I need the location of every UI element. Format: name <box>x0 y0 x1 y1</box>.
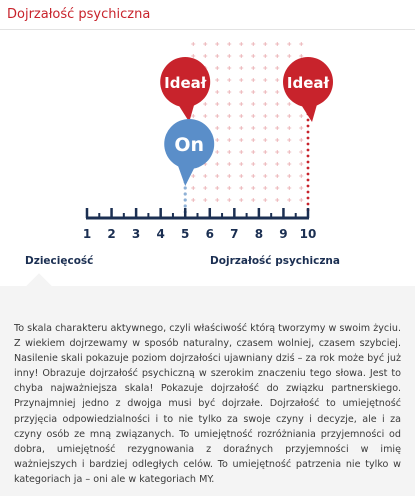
scale-tick-label: 4 <box>156 227 165 241</box>
range-plus-mark <box>287 42 291 46</box>
range-plus-mark <box>227 150 231 154</box>
range-plus-mark <box>191 186 195 190</box>
range-plus-mark <box>251 162 255 166</box>
ideal-connector-dot <box>307 131 310 134</box>
range-plus-mark <box>251 66 255 70</box>
range-plus-mark <box>287 174 291 178</box>
scale-axis <box>86 208 309 218</box>
range-plus-mark <box>215 54 219 58</box>
range-plus-mark <box>203 102 207 106</box>
range-plus-mark <box>299 114 303 118</box>
range-plus-mark <box>251 54 255 58</box>
ideal-connector-dot <box>307 149 310 152</box>
range-plus-mark <box>299 162 303 166</box>
range-plus-mark <box>287 126 291 130</box>
range-plus-mark <box>287 186 291 190</box>
range-plus-mark <box>275 78 279 82</box>
scale-tick-label: 7 <box>230 227 239 241</box>
ideal-connector-dot <box>307 191 310 194</box>
ideal-bubble-label: Ideał <box>286 74 330 92</box>
range-plus-mark <box>299 54 303 58</box>
range-plus-mark <box>239 66 243 70</box>
range-plus-mark <box>287 54 291 58</box>
range-plus-mark <box>263 42 267 46</box>
range-plus-mark <box>239 42 243 46</box>
range-plus-mark <box>239 54 243 58</box>
range-plus-mark <box>239 138 243 142</box>
range-plus-mark <box>227 90 231 94</box>
range-plus-mark <box>287 114 291 118</box>
range-plus-mark <box>215 138 219 142</box>
range-plus-mark <box>263 126 267 130</box>
range-plus-mark <box>203 54 207 58</box>
self-bubble-label: On <box>174 134 205 156</box>
range-plus-mark <box>191 174 195 178</box>
range-plus-mark <box>275 150 279 154</box>
range-plus-mark <box>215 42 219 46</box>
range-plus-mark <box>239 198 243 202</box>
self-connector-dot <box>184 204 187 207</box>
ideal-connector-dot <box>307 137 310 140</box>
range-plus-mark <box>191 54 195 58</box>
range-plus-mark <box>215 186 219 190</box>
range-plus-mark <box>275 174 279 178</box>
range-plus-mark <box>287 162 291 166</box>
range-plus-mark <box>227 174 231 178</box>
range-plus-mark <box>191 42 195 46</box>
range-plus-mark <box>227 126 231 130</box>
range-plus-mark <box>251 186 255 190</box>
self-connector-dot <box>184 186 187 189</box>
range-plus-mark <box>299 150 303 154</box>
range-plus-mark <box>239 114 243 118</box>
range-plus-mark <box>287 138 291 142</box>
range-plus-mark <box>203 174 207 178</box>
range-plus-mark <box>239 162 243 166</box>
range-plus-mark <box>287 198 291 202</box>
range-plus-mark <box>275 162 279 166</box>
ideal-connector-dot <box>307 167 310 170</box>
page-title: Dojrzałość psychiczna <box>7 7 151 22</box>
ideal-connector-dot <box>307 143 310 146</box>
scale-right-label: Dojrzałość psychiczna <box>210 255 340 267</box>
range-plus-mark <box>215 114 219 118</box>
ideal-connector-dot <box>307 179 310 182</box>
ideal-connector-dot <box>307 125 310 128</box>
range-plus-mark <box>263 174 267 178</box>
ideal-range-area <box>191 42 303 202</box>
ideal-connector-dot <box>307 119 310 122</box>
range-plus-mark <box>251 114 255 118</box>
self-connector-dot <box>184 192 187 195</box>
page-header <box>0 0 415 30</box>
range-plus-mark <box>215 102 219 106</box>
range-plus-mark <box>275 102 279 106</box>
range-plus-mark <box>239 78 243 82</box>
ideal-markers <box>160 57 333 122</box>
range-plus-mark <box>251 78 255 82</box>
range-plus-mark <box>227 78 231 82</box>
range-plus-mark <box>263 102 267 106</box>
range-plus-mark <box>263 114 267 118</box>
range-plus-mark <box>263 78 267 82</box>
range-plus-mark <box>299 186 303 190</box>
range-plus-mark <box>239 126 243 130</box>
range-plus-mark <box>263 66 267 70</box>
range-plus-mark <box>227 198 231 202</box>
range-plus-mark <box>251 126 255 130</box>
range-plus-mark <box>203 198 207 202</box>
range-plus-mark <box>227 138 231 142</box>
self-connector-dot <box>184 198 187 201</box>
range-plus-mark <box>215 90 219 94</box>
range-plus-mark <box>251 174 255 178</box>
range-plus-mark <box>203 186 207 190</box>
scale-tick-label: 6 <box>205 227 214 241</box>
scale-left-label: Dziecięcość <box>25 255 94 267</box>
range-plus-mark <box>227 54 231 58</box>
scale-tick-label: 10 <box>299 227 317 241</box>
range-plus-mark <box>239 150 243 154</box>
range-plus-mark <box>227 114 231 118</box>
range-plus-mark <box>227 102 231 106</box>
range-plus-mark <box>251 90 255 94</box>
range-plus-mark <box>215 126 219 130</box>
range-plus-mark <box>215 174 219 178</box>
range-plus-mark <box>275 54 279 58</box>
range-plus-mark <box>263 198 267 202</box>
ideal-connector-dot <box>307 203 310 206</box>
range-plus-mark <box>239 186 243 190</box>
range-plus-mark <box>263 138 267 142</box>
range-plus-mark <box>227 66 231 70</box>
ideal-connector-dot <box>307 155 310 158</box>
range-plus-mark <box>227 42 231 46</box>
range-plus-mark <box>215 162 219 166</box>
range-plus-mark <box>251 198 255 202</box>
range-plus-mark <box>275 42 279 46</box>
range-plus-mark <box>275 126 279 130</box>
range-plus-mark <box>215 78 219 82</box>
range-plus-mark <box>299 126 303 130</box>
range-plus-mark <box>251 138 255 142</box>
ideal-bubble-label: Ideał <box>164 74 207 92</box>
range-plus-mark <box>203 114 207 118</box>
range-plus-mark <box>299 174 303 178</box>
scale-tick-label: 5 <box>181 227 190 241</box>
scale-tick-label: 3 <box>131 227 141 241</box>
ideal-connector-dot <box>307 185 310 188</box>
scale-tick-label: 1 <box>82 227 92 241</box>
range-plus-mark <box>215 150 219 154</box>
range-plus-mark <box>203 42 207 46</box>
scale-tick-labels <box>83 227 317 241</box>
ideal-connector-dot <box>307 161 310 164</box>
range-plus-mark <box>299 198 303 202</box>
ideal-connector-dot <box>307 173 310 176</box>
scale-tick-label: 9 <box>279 227 288 241</box>
range-plus-mark <box>215 66 219 70</box>
range-plus-mark <box>287 102 291 106</box>
range-plus-mark <box>227 162 231 166</box>
scale-description: To skala charakteru aktywnego, czyli właściwość którą tworzymy w swoim życiu. Z wiekiem dojrzewamy w sposób naturalny, czasem wolniej, czasem szybciej. Nasilenie skali pokazuje poziom dojrzałości ujawniany dziś – za rok może być już inny! Obrazuje dojrzałość psychiczną w szerokim znaczeniu tego słowa. Jest to chyba najważniejsza skala! Pokazuje dojrzałość do związku partnerskiego. Przynajmniej jedno z dwojga musi być dojrzałe. Dojrzałość to umiejętność przyjęcia odpowiedzialności i to nie tylko za swoje czyny i decyzje, ale i za czyny osób ze mną związanych. To umiejętność rozróżniania przyjemności od dobra, umiejętność rezygnowania z doraźnych przyjemności w imię ważniejszych i bardziej odległych celów. To umiejętność patrzenia nie tylko w kategoriach ja – oni ale w kategoriach MY. <box>14 323 401 485</box>
range-plus-mark <box>227 186 231 190</box>
range-plus-mark <box>215 198 219 202</box>
range-plus-mark <box>239 174 243 178</box>
range-plus-mark <box>275 186 279 190</box>
range-plus-mark <box>263 150 267 154</box>
range-plus-mark <box>287 150 291 154</box>
range-plus-mark <box>251 150 255 154</box>
range-plus-mark <box>263 186 267 190</box>
description-panel <box>0 286 415 496</box>
range-plus-mark <box>263 90 267 94</box>
range-plus-mark <box>275 138 279 142</box>
range-plus-mark <box>275 66 279 70</box>
ideal-connector-dot <box>307 197 310 200</box>
range-plus-mark <box>299 42 303 46</box>
range-plus-mark <box>251 102 255 106</box>
maturity-scale <box>0 30 415 286</box>
scale-tick-label: 2 <box>107 227 116 241</box>
range-plus-mark <box>191 114 195 118</box>
range-plus-mark <box>299 138 303 142</box>
range-plus-mark <box>275 114 279 118</box>
range-plus-mark <box>251 42 255 46</box>
range-plus-mark <box>275 198 279 202</box>
scale-tick-label: 8 <box>254 227 264 241</box>
range-plus-mark <box>263 162 267 166</box>
range-plus-mark <box>263 54 267 58</box>
range-plus-mark <box>275 90 279 94</box>
range-plus-mark <box>239 90 243 94</box>
range-plus-mark <box>191 198 195 202</box>
range-plus-mark <box>239 102 243 106</box>
